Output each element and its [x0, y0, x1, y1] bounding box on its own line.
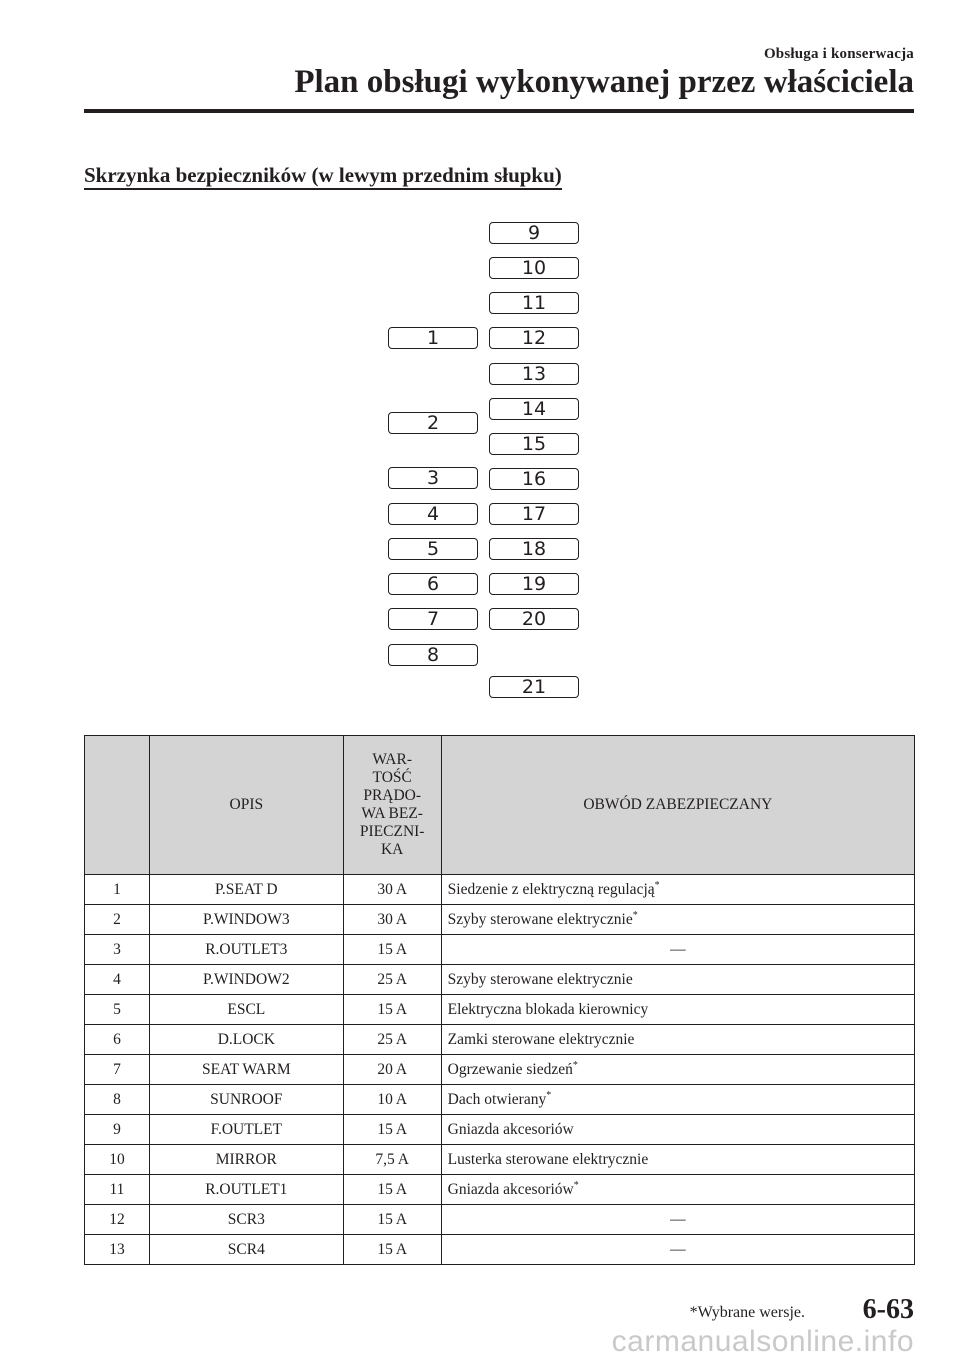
cell-amperage	[343, 1025, 441, 1055]
cell-circuit-text: Ogrzewanie siedzeń	[447, 1060, 573, 1078]
cell-number	[85, 905, 150, 935]
cell-amperage-text: 30 A	[377, 910, 408, 928]
fuse-slot-16: 16	[489, 468, 579, 490]
section-kicker: Obsługa i konserwacja	[763, 46, 914, 62]
table-row	[85, 1145, 915, 1175]
fuse-slot-13: 13	[489, 363, 579, 385]
cell-description	[149, 995, 343, 1025]
cell-description	[149, 1205, 343, 1235]
footnote-marker: *	[546, 1089, 552, 1101]
table-row	[85, 1115, 915, 1145]
cell-circuit	[441, 935, 914, 965]
cell-amperage-text: 20 A	[377, 1060, 408, 1078]
cell-description-text: SUNROOF	[210, 1090, 283, 1108]
cell-circuit	[441, 1085, 914, 1115]
cell-number	[85, 1205, 150, 1235]
cell-circuit-text: Gniazda akcesoriów	[447, 1120, 574, 1138]
cell-amperage-text: 15 A	[377, 1120, 408, 1138]
cell-circuit	[441, 1145, 914, 1175]
cell-circuit-text: Elektryczna blokada kierownicy	[447, 1000, 649, 1018]
fuse-slot-12: 12	[489, 327, 579, 349]
cell-amperage-text: 15 A	[377, 1240, 408, 1258]
cell-description	[149, 1025, 343, 1055]
cell-amperage	[343, 1055, 441, 1085]
table-row	[85, 965, 915, 995]
cell-number	[85, 1025, 150, 1055]
table-row	[85, 1055, 915, 1085]
footnote-marker: *	[654, 879, 660, 891]
fuse-slot-4: 4	[388, 503, 478, 525]
cell-number	[85, 1055, 150, 1085]
cell-amperage	[343, 905, 441, 935]
cell-description	[149, 1055, 343, 1085]
fuse-slot-8: 8	[388, 644, 478, 666]
header-desc: OPIS	[149, 736, 343, 875]
cell-description	[149, 965, 343, 995]
table-row	[85, 1205, 915, 1235]
cell-number	[85, 1175, 150, 1205]
cell-description-text: D.LOCK	[217, 1030, 275, 1048]
cell-description-text: R.OUTLET1	[205, 1180, 288, 1198]
cell-amperage	[343, 1145, 441, 1175]
cell-description-text: SEAT WARM	[202, 1060, 291, 1078]
fuse-slot-7: 7	[388, 608, 478, 630]
fuse-slot-1: 1	[388, 327, 478, 349]
footnote: *Wybrane wersje.	[689, 1304, 805, 1321]
cell-description	[149, 1175, 343, 1205]
cell-amperage-text: 25 A	[377, 1030, 408, 1048]
cell-description-text: P.WINDOW3	[203, 910, 290, 928]
cell-amperage	[343, 965, 441, 995]
cell-description-text: MIRROR	[215, 1150, 277, 1168]
cell-circuit	[441, 965, 914, 995]
cell-description-text: P.WINDOW2	[203, 970, 290, 988]
cell-number	[85, 1145, 150, 1175]
fuse-slot-17: 17	[489, 503, 579, 525]
cell-description-text: SCR3	[227, 1210, 265, 1228]
fuse-slot-19: 19	[489, 573, 579, 595]
cell-amperage-text: 25 A	[377, 970, 408, 988]
cell-description	[149, 875, 343, 905]
table-row	[85, 905, 915, 935]
section-subheading: Skrzynka bezpieczników (w lewym przednim słupku)	[84, 163, 562, 190]
fuse-slot-21: 21	[489, 676, 579, 698]
cell-number	[85, 1085, 150, 1115]
table-row	[85, 935, 915, 965]
cell-number-text: 9	[113, 1120, 121, 1138]
header-amp: WAR- TOŚĆ PRĄDO- WA BEZ- PIECZNI- KA	[343, 736, 441, 875]
cell-circuit-text: Lusterka sterowane elektrycznie	[447, 1150, 649, 1168]
cell-amperage	[343, 875, 441, 905]
fuse-table	[84, 735, 915, 1265]
cell-number	[85, 935, 150, 965]
table-header-row	[85, 736, 915, 875]
cell-description-text: F.OUTLET	[210, 1120, 283, 1138]
cell-circuit-text: —	[670, 1210, 686, 1228]
cell-number	[85, 995, 150, 1025]
fuse-slot-11: 11	[489, 292, 579, 314]
cell-circuit-text: Siedzenie z elektryczną regulacją	[447, 880, 655, 898]
fuse-slot-14: 14	[489, 398, 579, 420]
cell-circuit-text: Zamki sterowane elektrycznie	[447, 1030, 635, 1048]
cell-description	[149, 935, 343, 965]
cell-amperage	[343, 1115, 441, 1145]
header-circuit: OBWÓD ZABEZPIECZANY	[441, 736, 914, 875]
cell-number-text: 8	[113, 1090, 121, 1108]
fuse-slot-2: 2	[388, 412, 478, 434]
cell-circuit-text: Szyby sterowane elektrycznie	[447, 910, 633, 928]
cell-number-text: 6	[113, 1030, 121, 1048]
cell-circuit	[441, 1055, 914, 1085]
cell-amperage	[343, 995, 441, 1025]
cell-description	[149, 1115, 343, 1145]
fuse-slot-9: 9	[489, 222, 579, 244]
cell-number-text: 4	[113, 970, 121, 988]
page-title: Plan obsługi wykonywanej przez właściciela	[294, 64, 914, 100]
page-number: 6-63	[862, 1294, 914, 1325]
cell-circuit	[441, 1025, 914, 1055]
cell-number	[85, 1115, 150, 1145]
cell-description-text: ESCL	[227, 1000, 266, 1018]
cell-amperage-text: 15 A	[377, 940, 408, 958]
cell-number-text: 1	[113, 880, 121, 898]
cell-circuit	[441, 875, 914, 905]
table-row	[85, 875, 915, 905]
fuse-slot-10: 10	[489, 257, 579, 279]
cell-number	[85, 965, 150, 995]
cell-circuit-text: —	[670, 940, 686, 958]
table-row	[85, 1175, 915, 1205]
cell-number-text: 11	[109, 1180, 125, 1198]
cell-description	[149, 1085, 343, 1115]
cell-circuit	[441, 995, 914, 1025]
cell-circuit	[441, 905, 914, 935]
cell-circuit-text: Dach otwierany	[447, 1090, 547, 1108]
fuse-slot-3: 3	[388, 467, 478, 489]
cell-circuit-text: Gniazda akcesoriów	[447, 1180, 574, 1198]
cell-amperage	[343, 1175, 441, 1205]
cell-number	[85, 1235, 150, 1265]
cell-number	[85, 875, 150, 905]
cell-amperage	[343, 935, 441, 965]
cell-number-text: 7	[113, 1060, 121, 1078]
fuse-slot-18: 18	[489, 538, 579, 560]
cell-amperage	[343, 1085, 441, 1115]
cell-number-text: 12	[109, 1210, 125, 1228]
footnote-marker: *	[632, 909, 638, 921]
table-row	[85, 1235, 915, 1265]
cell-number-text: 3	[113, 940, 121, 958]
table-row	[85, 1025, 915, 1055]
cell-circuit	[441, 1115, 914, 1145]
cell-number-text: 5	[113, 1000, 121, 1018]
cell-description-text: SCR4	[227, 1240, 265, 1258]
cell-description-text: R.OUTLET3	[205, 940, 288, 958]
table-row	[85, 1085, 915, 1115]
fuse-slot-15: 15	[489, 433, 579, 455]
watermark: carmanualsonline.info	[611, 1325, 914, 1358]
fuse-slot-6: 6	[388, 573, 478, 595]
footnote-marker: *	[572, 1059, 578, 1071]
cell-circuit	[441, 1235, 914, 1265]
cell-description-text: P.SEAT D	[215, 880, 278, 898]
cell-circuit-text: —	[670, 1240, 686, 1258]
cell-description	[149, 905, 343, 935]
cell-number-text: 13	[109, 1240, 125, 1258]
cell-amperage	[343, 1235, 441, 1265]
footnote-marker: *	[573, 1179, 579, 1191]
cell-circuit	[441, 1175, 914, 1205]
cell-circuit	[441, 1205, 914, 1235]
fuse-slot-5: 5	[388, 538, 478, 560]
cell-description	[149, 1145, 343, 1175]
cell-number-text: 2	[113, 910, 121, 928]
cell-amperage-text: 15 A	[377, 1000, 408, 1018]
cell-number-text: 10	[109, 1150, 125, 1168]
cell-amperage	[343, 1205, 441, 1235]
cell-amperage-text: 15 A	[377, 1210, 408, 1228]
cell-circuit-text: Szyby sterowane elektrycznie	[447, 970, 633, 988]
cell-amperage-text: 30 A	[377, 880, 408, 898]
fuse-slot-20: 20	[489, 608, 579, 630]
cell-amperage-text: 7,5 A	[375, 1150, 409, 1168]
cell-amperage-text: 15 A	[377, 1180, 408, 1198]
table-row	[85, 995, 915, 1025]
cell-description	[149, 1235, 343, 1265]
cell-amperage-text: 10 A	[377, 1090, 408, 1108]
header-rule	[84, 109, 914, 113]
header-blank	[85, 736, 150, 875]
